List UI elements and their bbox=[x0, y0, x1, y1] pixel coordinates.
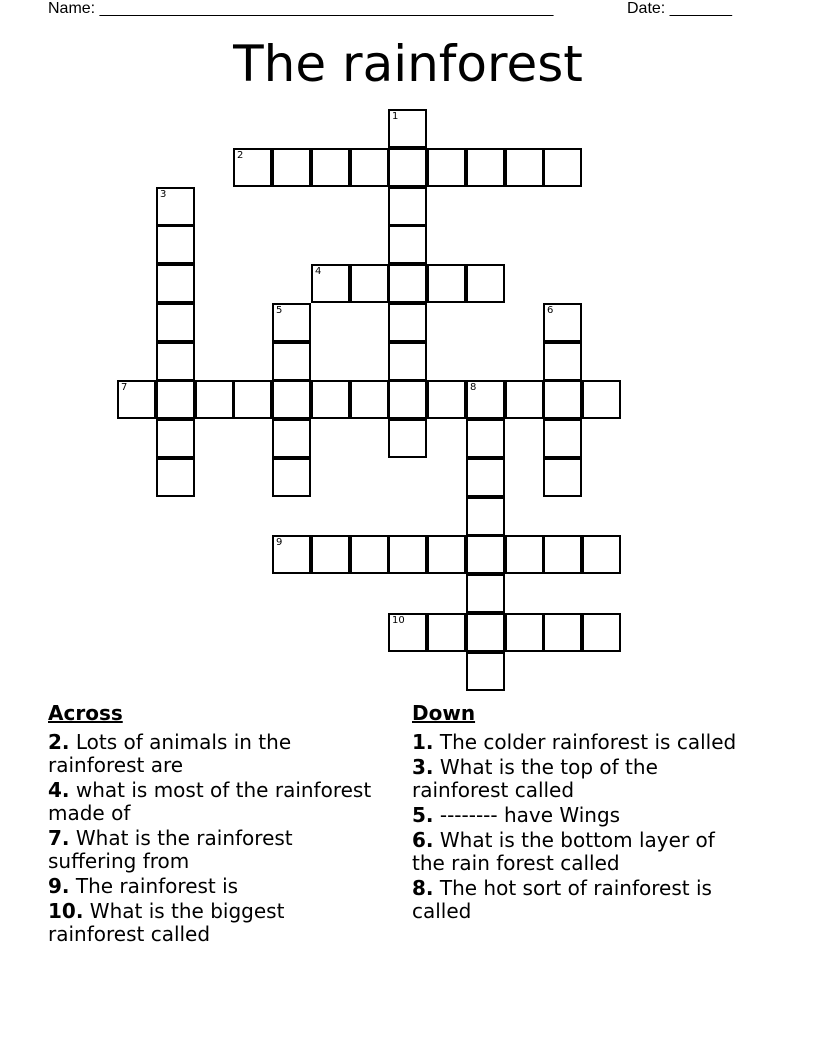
crossword-cell[interactable] bbox=[272, 380, 311, 419]
cell-number: 7 bbox=[121, 382, 128, 393]
across-clue bbox=[48, 731, 378, 777]
cell-number: 1 bbox=[392, 111, 399, 122]
across-heading: Across bbox=[48, 701, 123, 725]
crossword-cell[interactable] bbox=[156, 419, 195, 458]
crossword-cell[interactable] bbox=[466, 380, 505, 419]
clue-text: What is the biggest rainforest called bbox=[48, 899, 285, 946]
down-clue bbox=[412, 731, 752, 754]
clue-number: 9. bbox=[48, 874, 70, 898]
crossword-cell[interactable] bbox=[388, 109, 427, 148]
crossword-cell[interactable] bbox=[388, 535, 427, 574]
crossword-cell[interactable] bbox=[505, 380, 544, 419]
crossword-cell[interactable] bbox=[388, 613, 427, 652]
down-clue bbox=[412, 877, 752, 923]
crossword-cell[interactable] bbox=[543, 458, 582, 497]
crossword-cell[interactable] bbox=[466, 264, 505, 303]
crossword-cell[interactable] bbox=[350, 535, 389, 574]
crossword-cell[interactable] bbox=[156, 342, 195, 381]
cell-number: 9 bbox=[276, 537, 283, 548]
crossword-cell[interactable] bbox=[156, 264, 195, 303]
crossword-cell[interactable] bbox=[505, 613, 544, 652]
down-clue bbox=[412, 804, 752, 827]
crossword-cell[interactable] bbox=[466, 613, 505, 652]
crossword-cell[interactable] bbox=[156, 187, 195, 226]
clue-number: 6. bbox=[412, 828, 434, 852]
crossword-cell[interactable] bbox=[543, 419, 582, 458]
down-clue bbox=[412, 829, 752, 875]
crossword-cell[interactable] bbox=[350, 148, 389, 187]
cell-number: 4 bbox=[315, 266, 322, 277]
crossword-cell[interactable] bbox=[582, 380, 621, 419]
down-clues bbox=[412, 702, 752, 925]
clue-text: Lots of animals in the rainforest are bbox=[48, 730, 292, 777]
crossword-cell[interactable] bbox=[427, 380, 466, 419]
crossword-cell[interactable] bbox=[311, 264, 350, 303]
cell-number: 2 bbox=[237, 150, 244, 161]
crossword-cell[interactable] bbox=[582, 613, 621, 652]
crossword-cell[interactable] bbox=[466, 574, 505, 613]
cell-number: 5 bbox=[276, 305, 283, 316]
crossword-cell[interactable] bbox=[543, 380, 582, 419]
crossword-cell[interactable] bbox=[388, 380, 427, 419]
crossword-cell[interactable] bbox=[272, 535, 311, 574]
crossword-cell[interactable] bbox=[582, 535, 621, 574]
date-label: Date: _______ bbox=[627, 0, 732, 17]
crossword-cell[interactable] bbox=[427, 148, 466, 187]
crossword-cell[interactable] bbox=[388, 303, 427, 342]
crossword-cell[interactable] bbox=[543, 342, 582, 381]
crossword-cell[interactable] bbox=[311, 535, 350, 574]
crossword-cell[interactable] bbox=[350, 380, 389, 419]
clue-text: what is most of the rainforest made of bbox=[48, 778, 372, 825]
across-clues bbox=[48, 702, 378, 948]
crossword-cell[interactable] bbox=[311, 148, 350, 187]
crossword-cell[interactable] bbox=[233, 380, 272, 419]
crossword-cell[interactable] bbox=[388, 187, 427, 226]
cell-number: 6 bbox=[547, 305, 554, 316]
clue-number: 1. bbox=[412, 730, 434, 754]
clue-number: 3. bbox=[412, 755, 434, 779]
crossword-cell[interactable] bbox=[156, 303, 195, 342]
crossword-cell[interactable] bbox=[543, 535, 582, 574]
crossword-cell[interactable] bbox=[543, 303, 582, 342]
crossword-cell[interactable] bbox=[466, 458, 505, 497]
crossword-cell[interactable] bbox=[388, 419, 427, 458]
crossword-cell[interactable] bbox=[156, 380, 195, 419]
across-clue bbox=[48, 875, 378, 898]
crossword-cell[interactable] bbox=[466, 497, 505, 536]
crossword-cell[interactable] bbox=[117, 380, 156, 419]
crossword-cell[interactable] bbox=[543, 148, 582, 187]
crossword-cell[interactable] bbox=[427, 613, 466, 652]
crossword-cell[interactable] bbox=[466, 535, 505, 574]
crossword-cell[interactable] bbox=[195, 380, 234, 419]
crossword-cell[interactable] bbox=[156, 458, 195, 497]
clue-number: 4. bbox=[48, 778, 70, 802]
crossword-cell[interactable] bbox=[505, 148, 544, 187]
crossword-cell[interactable] bbox=[350, 264, 389, 303]
crossword-cell[interactable] bbox=[427, 264, 466, 303]
clue-number: 2. bbox=[48, 730, 70, 754]
clue-text: -------- have Wings bbox=[433, 803, 621, 827]
cell-number: 3 bbox=[160, 189, 167, 200]
clue-text: What is the bottom layer of the rain forest called bbox=[412, 828, 715, 875]
clue-text: The colder rainforest is called bbox=[433, 730, 737, 754]
clue-text: The hot sort of rainforest is called bbox=[412, 876, 712, 923]
crossword-cell[interactable] bbox=[388, 342, 427, 381]
across-clue bbox=[48, 779, 378, 825]
down-clue bbox=[412, 756, 752, 802]
clue-number: 10. bbox=[48, 899, 84, 923]
clue-text: What is the top of the rainforest called bbox=[412, 755, 658, 802]
crossword-cell[interactable] bbox=[272, 148, 311, 187]
clue-number: 5. bbox=[412, 803, 434, 827]
name-label: Name: ___________________________________________________ bbox=[48, 0, 554, 17]
crossword-cell[interactable] bbox=[156, 225, 195, 264]
clue-number: 7. bbox=[48, 826, 70, 850]
crossword-cell[interactable] bbox=[272, 303, 311, 342]
crossword-cell[interactable] bbox=[272, 419, 311, 458]
crossword-cell[interactable] bbox=[466, 419, 505, 458]
cell-number: 10 bbox=[392, 615, 405, 626]
crossword-cell[interactable] bbox=[466, 652, 505, 691]
clue-text: The rainforest is bbox=[69, 874, 239, 898]
crossword-cell[interactable] bbox=[543, 613, 582, 652]
crossword-cell[interactable] bbox=[388, 148, 427, 187]
cell-number: 8 bbox=[470, 382, 477, 393]
across-clue bbox=[48, 827, 378, 873]
crossword-cell[interactable] bbox=[233, 148, 272, 187]
clue-text: What is the rainforest suffering from bbox=[48, 826, 293, 873]
clue-number: 8. bbox=[412, 876, 434, 900]
crossword-cell[interactable] bbox=[466, 148, 505, 187]
page-title: The rainforest bbox=[233, 35, 583, 93]
crossword-cell[interactable] bbox=[388, 264, 427, 303]
down-heading: Down bbox=[412, 701, 476, 725]
crossword-cell[interactable] bbox=[272, 458, 311, 497]
crossword-cell[interactable] bbox=[311, 380, 350, 419]
across-clue bbox=[48, 900, 378, 946]
crossword-cell[interactable] bbox=[427, 535, 466, 574]
crossword-cell[interactable] bbox=[388, 225, 427, 264]
crossword-cell[interactable] bbox=[272, 342, 311, 381]
crossword-cell[interactable] bbox=[505, 535, 544, 574]
